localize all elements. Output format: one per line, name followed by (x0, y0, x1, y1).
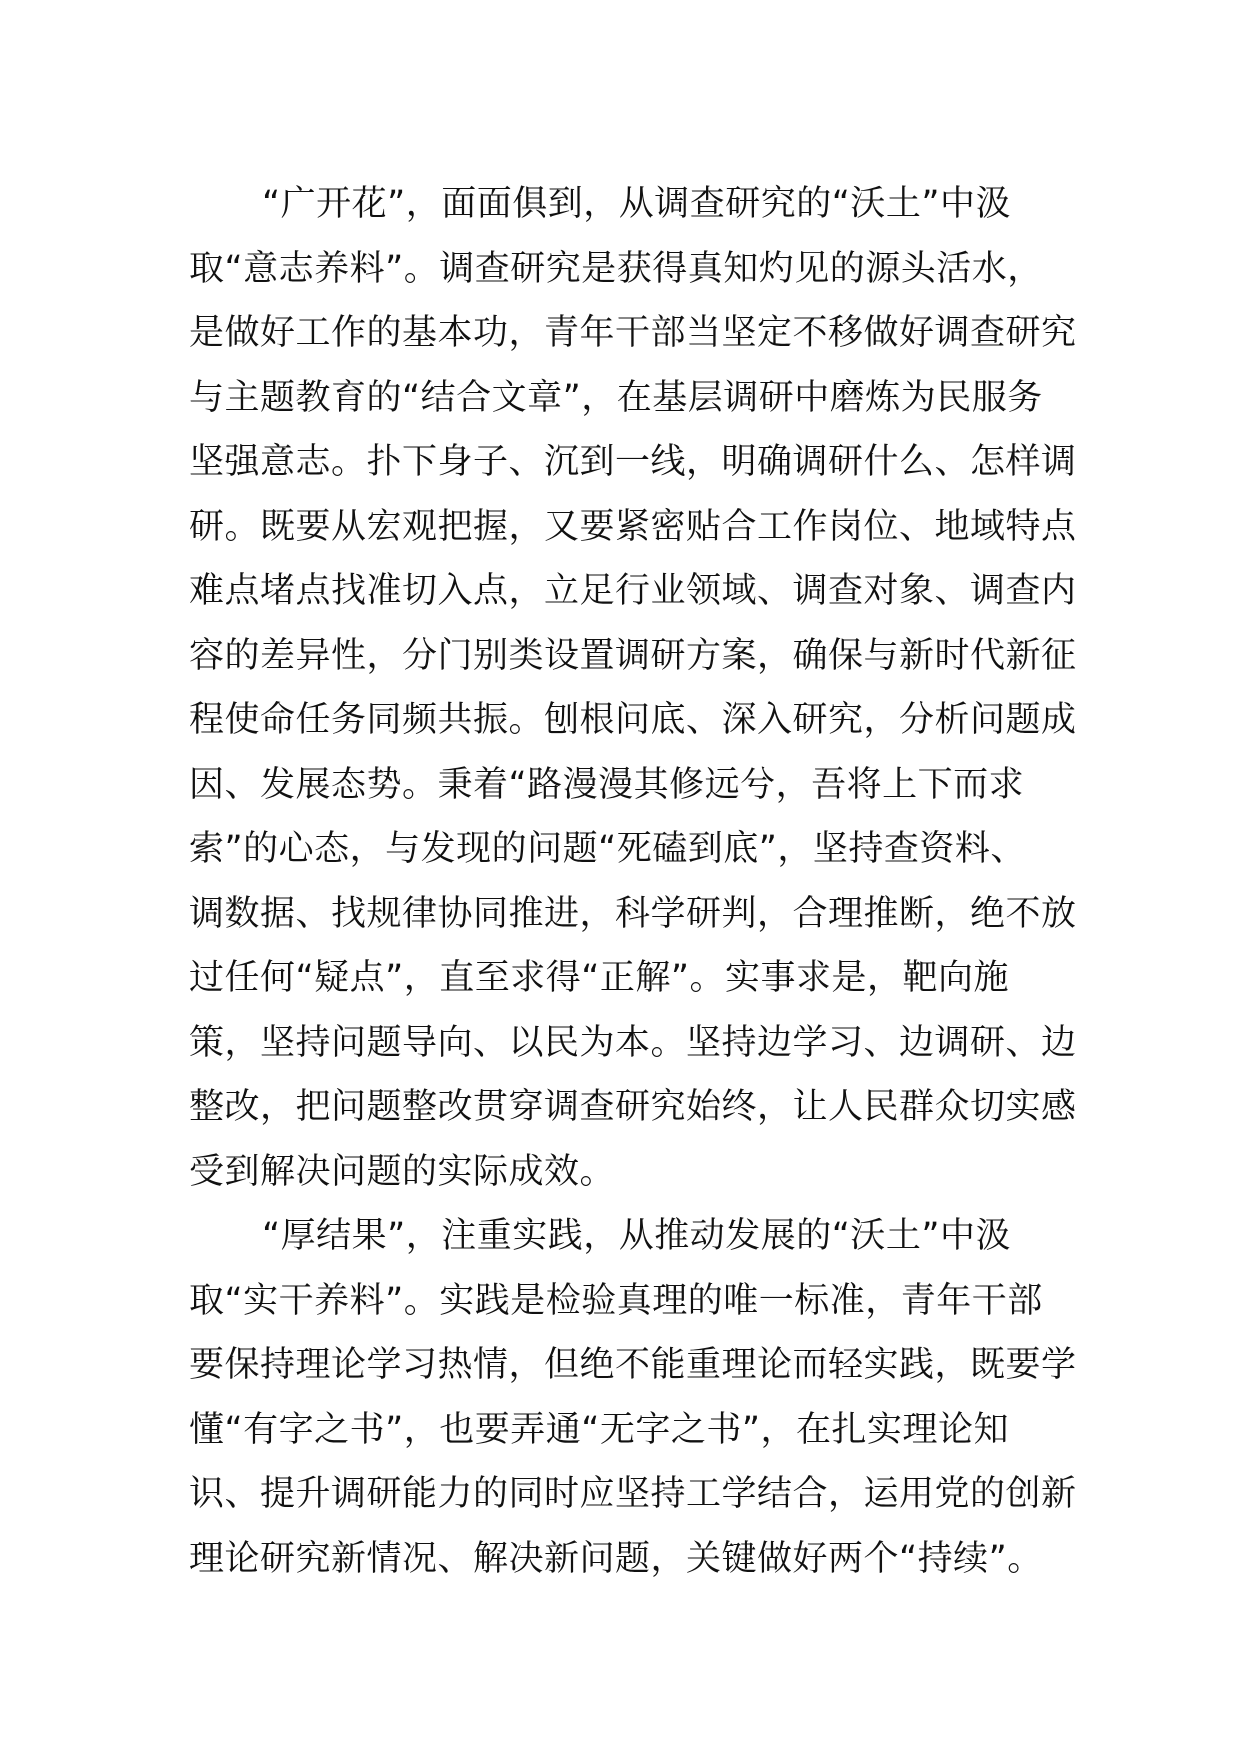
text-line: “广开花”，面面俱到，从调查研究的“沃土”中汲 (262, 184, 1012, 224)
text-line: 因、发展态势。秉着“路漫漫其修远兮，吾将上下而求 (189, 764, 1025, 805)
text-line: 难点堵点找准切入点，立足行业领域、调查对象、调查内 (189, 571, 1077, 611)
document-body (189, 172, 1077, 1591)
text-line: 容的差异性，分门别类设置调研方案，确保与新时代新征 (189, 635, 1077, 676)
text-line: 坚强意志。扑下身子、沉到一线，明确调研什么、怎样调 (189, 442, 1077, 482)
paragraph-2 (189, 1204, 1077, 1591)
text-line: 与主题教育的“结合文章”，在基层调研中磨炼为民服务 (189, 377, 1043, 418)
text-line: 取“意志养料”。调查研究是获得真知灼见的源头活水， (189, 248, 1043, 289)
text-line: 理论研究新情况、解决新问题，关键做好两个“持续”。 (189, 1538, 1043, 1579)
text-line: 研。既要从宏观把握，又要紧密贴合工作岗位、地域特点 (189, 506, 1077, 547)
text-line: 过任何“疑点”，直至求得“正解”。实事求是，靶向施 (189, 958, 1010, 998)
text-line: “厚结果”，注重实践，从推动发展的“沃土”中汲 (262, 1216, 1012, 1256)
text-line: 要保持理论学习热情，但绝不能重理论而轻实践，既要学 (189, 1345, 1077, 1385)
text-line: 索”的心态，与发现的问题“死磕到底”，坚持查资料、 (189, 829, 1026, 869)
paragraph-1 (189, 172, 1077, 1204)
text-line: 受到解决问题的实际成效。 (189, 1151, 616, 1192)
text-line: 取“实干养料”。实践是检验真理的唯一标准，青年干部 (189, 1280, 1043, 1321)
text-line: 懂“有字之书”，也要弄通“无字之书”，在扎实理论知 (189, 1409, 1010, 1450)
text-line: 程使命任务同频共振。刨根问底、深入研究，分析问题成 (189, 700, 1077, 740)
text-line: 策，坚持问题导向、以民为本。坚持边学习、边调研、边 (189, 1022, 1077, 1063)
text-line: 整改，把问题整改贯穿调查研究始终，让人民群众切实感 (189, 1087, 1077, 1127)
text-line: 识、提升调研能力的同时应坚持工学结合，运用党的创新 (189, 1474, 1077, 1514)
text-line: 是做好工作的基本功，青年干部当坚定不移做好调查研究 (189, 313, 1077, 353)
text-line: 调数据、找规律协同推进，科学研判，合理推断，绝不放 (189, 893, 1077, 934)
